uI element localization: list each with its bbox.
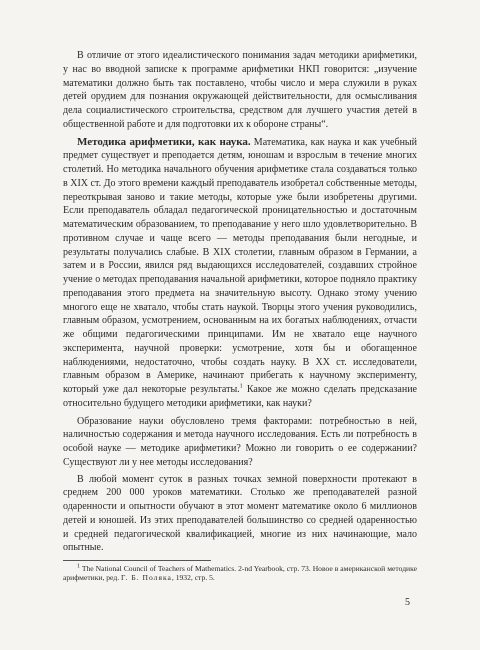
paragraph-3: Образование науки обусловлено тремя факторами: потребностью в ней, наличностью содержания и метода научного исследования. Есть ли потребность в особой науке — методике арифметики? Можно ли говорить о ее содержании? Существуют ли у нее методы исследования? [63,415,417,468]
footnote [63,564,417,582]
footnote-reference: 1 [239,383,243,390]
footnote-text-a: The National Council of Teachers of Mathematics. 2-nd Yearbook, стр. 73. Новое в американской методике арифметики, ред. [63,564,417,582]
paragraph-2 [63,136,417,411]
section-heading: Методика арифметики, как наука. [77,135,251,148]
footnote-divider [63,560,211,561]
paragraph-2-body: Математика, как наука и как учебный предмет существует и преподается детям, юношам и взрослым в течение многих столетий. Но методика начального обучения арифметике стала создаваться только в XIX ст. До этого времени каждый преподаватель изобретал собственные методы, переоткрывая заново и такие методы, которые уже были изобретены другими. Если преподаватель обладал педагогической проницательностью и достаточным математическим образованием, то преподавание у него шло удовлетворительно. В противном случае и чаще всего — методы преподавания были негодные, и результаты получались слабые. В XIX столетии, главным образом в Германии, а затем и в России, явился ряд выдающихся исследователей, создавших стройное учение о методах преподавания начальной арифметики, которое подняло практику преподавания этого предмета на значительную высоту. Однако этому учению многого еще не хватало, чтобы стать наукой. Творцы этого учения руководились, главным образом, усмотрением, основанным на их богатых наблюдениях, отчасти же общими педагогическими принципами. Им не хватало еще научного эксперимента, научной проверки: усмотрение, хотя бы и обогащенное наблюдениями, недостаточно, чтобы создать науку. В XX ст. исследователи, главным образом в Америке, начинают прибегать к научному эксперименту, который уже дал некоторые результаты. [63,136,418,395]
paragraph-4: В любой момент суток в разных точках земной поверхности протекают в среднем 200 000 уроков математики. Столько же преподавателей разной одаренности и опытности обучают в этот момент математике около 6 миллионов детей и юношей. Из этих преподавателей большинство со средней одаренностью и средней педагогической квалификацией, многие из них начинающие, мало опытные. [63,473,417,554]
paragraph-1: В отличие от этого идеалистического понимания задач методики арифметики, у нас во вводной записке к программе арифметики НКП говорится: „изучение математики должно быть так поставлено, чтобы число и мера служили в руках детей орудием для познания окружающей действительности, для осмысливания дела социалистического строительства, средством для лучшего участия детей в общественной работе и для подготовки их к обороне страны“. [63,50,417,130]
footnote-marker: 1 [77,563,80,570]
footnote-text-b: , 1932, стр. 5. [171,573,215,582]
body-text [63,49,417,555]
paragraph-2-tail: Какое же можно сделать предсказание относительно будущего методики арифметики, как науки? [63,384,417,409]
footnote-author: Г. Б. Поляка [121,573,172,582]
page-number: 5 [405,597,410,608]
